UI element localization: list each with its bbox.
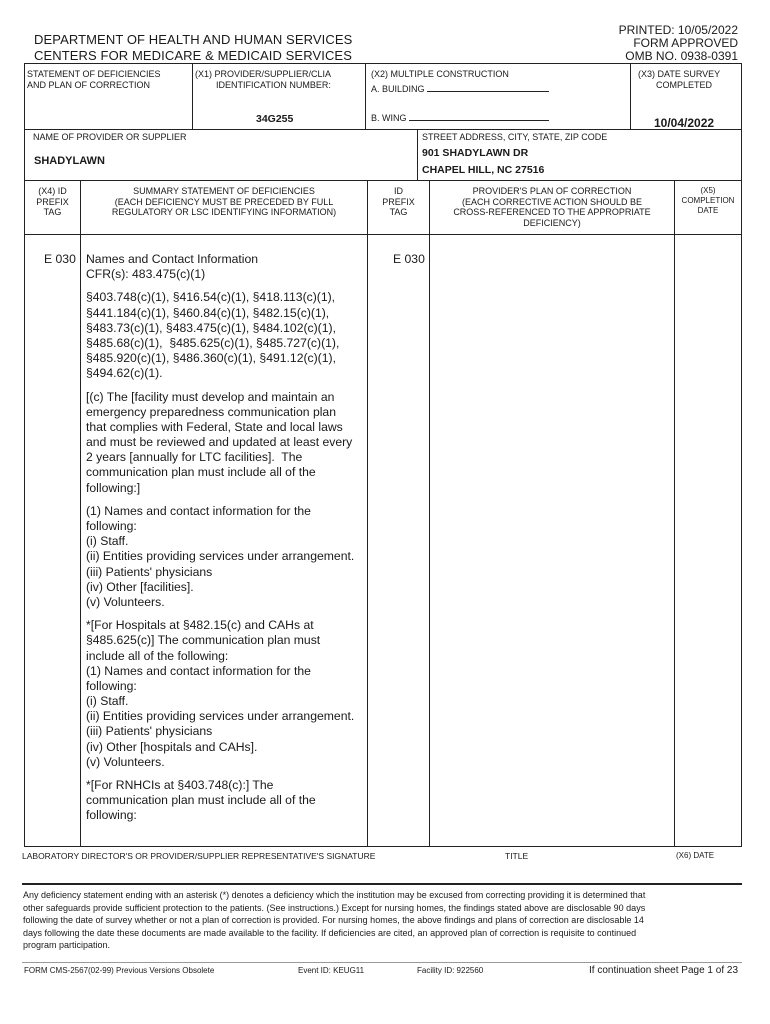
disclaimer-rule [22, 883, 742, 885]
x2-building-label [371, 84, 549, 95]
deficiency-line: following: [86, 808, 137, 823]
prefix-tag-left: E 030 [44, 252, 76, 266]
deficiency-line: (iii) Patients' physicians [86, 724, 213, 739]
form-approved: FORM APPROVED [633, 36, 738, 50]
plan-header-line3: CROSS-REFERENCED TO THE APPROPRIATE [453, 207, 651, 217]
divider-col-plan [674, 180, 675, 846]
deficiency-line: §485.68(c)(1), §485.625(c)(1), §485.727(c)(1), [86, 335, 340, 350]
summary-header-line1: SUMMARY STATEMENT OF DEFICIENCIES [133, 186, 315, 196]
deficiency-line: (iii) Patients' physicians [86, 564, 213, 579]
provider-id-number: 34G255 [256, 113, 294, 125]
footer-rule [22, 962, 742, 963]
col-header-plan [430, 186, 674, 228]
form-number: FORM CMS-2567(02-99) Previous Versions Obsolete [24, 966, 215, 975]
printed-date: PRINTED: 10/05/2022 [618, 23, 738, 37]
provider-name: SHADYLAWN [34, 155, 105, 167]
deficiency-line: (v) Volunteers. [86, 754, 165, 769]
building-blank [427, 91, 549, 92]
deficiency-line: following: [86, 678, 137, 693]
divider-x1 [192, 63, 193, 129]
wing-label-text: B. WING [371, 113, 407, 123]
col-header-x5 [675, 186, 741, 216]
signature-label: LABORATORY DIRECTOR'S OR PROVIDER/SUPPLIER REPRESENTATIVE'S SIGNATURE [22, 851, 376, 861]
deficiency-line: include all of the following: [86, 648, 229, 663]
col-header-x4 [25, 186, 80, 218]
divider-col-summary [367, 180, 368, 846]
address-line-1: 901 SHADYLAWN DR [422, 147, 529, 159]
deficiency-line: *[For RNHCIs at §403.748(c):] The [86, 778, 274, 792]
address-line-2: CHAPEL HILL, NC 27516 [422, 164, 545, 176]
deficiency-line: following:] [86, 480, 141, 495]
disclaimer-line: days following the date these documents are made available to the facility. If deficiencies are cited, an approved plan of correction is requisite to continued [23, 927, 637, 938]
deficiency-line [86, 770, 366, 778]
page-indicator: If continuation sheet Page 1 of 23 [589, 965, 738, 976]
deficiency-line [86, 610, 366, 618]
address-label: STREET ADDRESS, CITY, STATE, ZIP CODE [422, 132, 608, 142]
id-header-line2: PREFIX [382, 196, 415, 207]
summary-header-line2: (EACH DEFICIENCY MUST BE PRECEDED BY FULL [114, 196, 334, 207]
deficiency-line: following: [86, 519, 137, 533]
deficiency-line: that complies with Federal, State and local laws [86, 419, 343, 434]
omb-number: OMB NO. 0938-0391 [625, 49, 738, 63]
deficiency-line: §494.62(c)(1). [86, 366, 163, 381]
x5-header-line1: (X5) [700, 186, 716, 195]
divider-col-id [429, 180, 430, 846]
deficiency-line: §441.184(c)(1), §460.84(c)(1), §482.15(c)(1), [86, 305, 330, 320]
agency-title: CENTERS FOR MEDICARE & MEDICAID SERVICES [34, 48, 352, 63]
disclaimer-text [23, 889, 743, 952]
frame-row2-top [24, 129, 742, 130]
col-header-id [368, 186, 429, 218]
department-title: DEPARTMENT OF HEALTH AND HUMAN SERVICES [34, 32, 353, 47]
divider-address [417, 129, 418, 180]
frame-top [24, 63, 742, 64]
x1-label-2: IDENTIFICATION NUMBER: [216, 80, 331, 90]
disclaimer-line: other safeguards provide sufficient protection to the patients. (See instructions.) Except for nursing homes, the findings stated above are disclosable 90 days [23, 902, 646, 913]
deficiency-line: 2 years [annually for LTC facilities]. The [86, 450, 303, 465]
deficiency-line: *[For Hospitals at §482.15(c) and CAHs at [86, 618, 314, 633]
deficiency-line: (iv) Other [facilities]. [86, 579, 194, 594]
frame-body-bottom [24, 846, 742, 847]
id-header-line1: ID [394, 186, 403, 196]
deficiency-line: (i) Staff. [86, 534, 129, 549]
deficiency-line: §485.920(c)(1), §486.360(c)(1), §491.12(c)(1), [86, 351, 336, 366]
wing-blank [409, 120, 549, 121]
deficiency-line [86, 282, 366, 290]
x3-label-1: (X3) DATE SURVEY [638, 69, 721, 79]
x6-date-label: (X6) DATE [676, 851, 715, 860]
x2-wing-label [371, 113, 549, 124]
title-label: TITLE [505, 851, 529, 861]
frame-header-bottom [24, 234, 742, 235]
deficiency-line: and must be reviewed and updated at least every [86, 435, 353, 450]
x4-header-line3: TAG [43, 207, 62, 217]
deficiency-line: (i) Staff. [86, 694, 129, 709]
deficiency-line [86, 382, 366, 390]
deficiency-line: (1) Names and contact information for the [86, 503, 311, 518]
statement-label-2: AND PLAN OF CORRECTION [27, 80, 151, 90]
frame-row3-top [24, 180, 742, 181]
deficiency-line: (1) Names and contact information for the [86, 663, 311, 678]
x4-header-line2: PREFIX [36, 196, 69, 207]
x4-header-line1: (X4) ID [38, 186, 67, 196]
deficiency-line: (v) Volunteers. [86, 594, 165, 609]
deficiency-line: (iv) Other [hospitals and CAHs]. [86, 739, 258, 754]
x1-label-1: (X1) PROVIDER/SUPPLIER/CLIA [195, 69, 332, 79]
x2-label: (X2) MULTIPLE CONSTRUCTION [371, 69, 509, 79]
building-label-text: A. BUILDING [371, 84, 425, 94]
divider-x2 [365, 63, 366, 129]
col-header-summary [81, 186, 367, 218]
statement-label-1: STATEMENT OF DEFICIENCIES [27, 69, 161, 79]
deficiency-line: §403.748(c)(1), §416.54(c)(1), §418.113(c)(1), [86, 290, 336, 305]
disclaimer-line: program participation. [23, 940, 111, 950]
disclaimer-line: following the date of survey whether or not a plan of correction is provided. For nursing homes, the above findings and plans of correction are disclosable 14 [23, 915, 644, 925]
id-header-line3: TAG [389, 207, 408, 217]
deficiency-line: CFR(s): 483.475(c)(1) [86, 267, 206, 282]
deficiency-line: §483.73(c)(1), §483.475(c)(1), §484.102(c)(1), [86, 320, 336, 335]
deficiency-line: Names and Contact Information [86, 252, 259, 266]
summary-header-line3: REGULATORY OR LSC IDENTIFYING INFORMATION) [111, 207, 337, 217]
disclaimer-line: Any deficiency statement ending with an asterisk (*) denotes a deficiency which the institution may be excused from correcting providing it is determined that [23, 890, 646, 900]
prefix-tag-right: E 030 [393, 252, 425, 266]
deficiency-line: (ii) Entities providing services under arrangement. [86, 709, 355, 724]
deficiency-line: emergency preparedness communication plan [86, 404, 336, 419]
survey-completed-date: 10/04/2022 [654, 116, 715, 130]
x5-header-line3: DATE [697, 206, 719, 215]
plan-header-line2: (EACH CORRECTIVE ACTION SHOULD BE [461, 196, 643, 207]
event-id: Event ID: KEUG11 [298, 966, 365, 975]
deficiency-text [86, 252, 366, 824]
deficiency-line: [(c) The [facility must develop and maintain an [86, 389, 335, 404]
divider-col-x4 [80, 180, 81, 846]
deficiency-line [86, 496, 366, 504]
plan-header-line1: PROVIDER'S PLAN OF CORRECTION [472, 186, 632, 196]
divider-x3 [630, 63, 631, 129]
x5-header-line2: COMPLETION [681, 196, 735, 205]
facility-id: Facility ID: 922560 [417, 966, 484, 975]
x3-label-2: COMPLETED [656, 80, 713, 90]
deficiency-line: (ii) Entities providing services under arrangement. [86, 549, 355, 564]
deficiency-line: communication plan must include all of the [86, 793, 316, 808]
deficiency-line: communication plan must include all of the [86, 465, 316, 480]
plan-header-line4: DEFICIENCY) [523, 217, 581, 228]
provider-name-label: NAME OF PROVIDER OR SUPPLIER [33, 132, 187, 142]
deficiency-line: §485.625(c)] The communication plan must [86, 633, 321, 648]
